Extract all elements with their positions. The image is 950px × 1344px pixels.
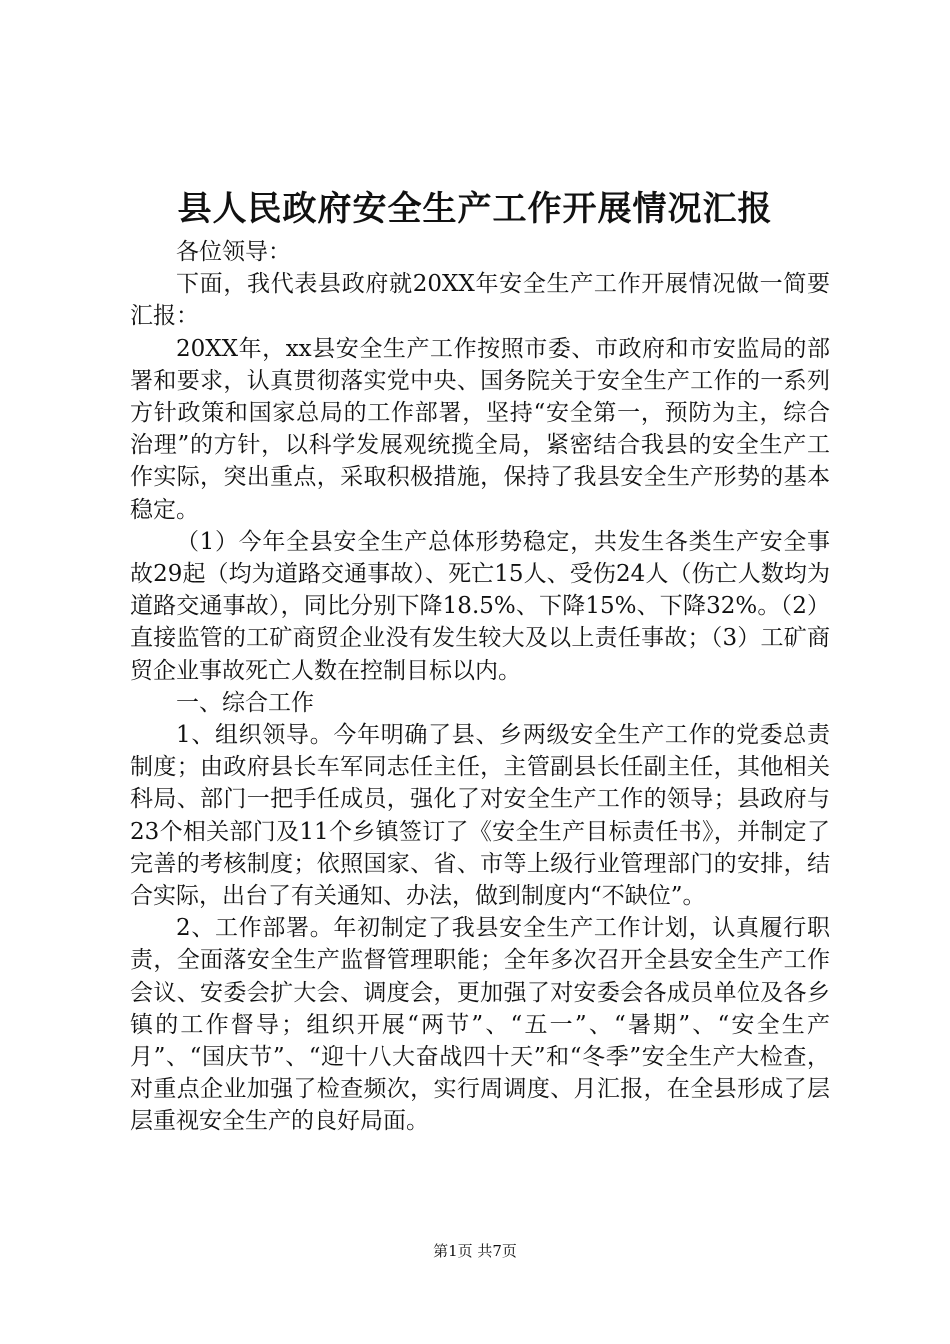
salutation-paragraph: 各位领导： [176, 239, 291, 265]
deployment-paragraph: 2、工作部署。年初制定了我县安全生产工作计划，认真履行职责，全面落安全生产监督管理职能；全年多次召开全县安全生产工作会议、安委会扩大会、调度会，更加强了对安委会各成员单位及各乡镇的工作督导；组织开展“两节”、“五一”、“暑期”、“安全生产月”、“国庆节”、“迎十八大奋战四十天”和“冬季”安全生产大检查，对重点企业加强了检查频次，实行周调度、月汇报，在全县形成了层层重视安全生产的良好局面。 [130, 915, 830, 1135]
document-body [130, 236, 830, 1138]
statistics-paragraph: （1）今年全县安全生产总体形势稳定，共发生各类生产安全事故29起（均为道路交通事故）、死亡15人、受伤24人（伤亡人数均为道路交通事故），同比分别下降18.5%、下降15%、下降32%。（2）直接监管的工矿商贸企业没有发生较大及以上责任事故；（3）工矿商贸企业事故死亡人数在控制目标以内。 [130, 528, 830, 684]
organization-paragraph: 1、组织领导。今年明确了县、乡两级安全生产工作的党委总责制度；由政府县长车军同志任主任，主管副县长任副主任，其他相关科局、部门一把手任成员，强化了对安全生产工作的领导；县政府与23个相关部门及11个乡镇签订了《安全生产目标责任书》，并制定了完善的考核制度；依照国家、省、市等上级行业管理部门的安排，结合实际，出台了有关通知、办法，做到制度内“不缺位”。 [130, 722, 830, 910]
page-number: 第1页 共7页 [433, 1242, 517, 1260]
overview-paragraph: 20XX年，xx县安全生产工作按照市委、市政府和市安监局的部署和要求，认真贯彻落实党中央、国务院关于安全生产工作的一系列方针政策和国家总局的工作部署，坚持“安全第一，预防为主，综合治理”的方针，以科学发展观统揽全局，紧密结合我县的安全生产工作实际，突出重点，采取积极措施，保持了我县安全生产形势的基本稳定。 [130, 335, 830, 523]
document-title: 县人民政府安全生产工作开展情况汇报 [177, 189, 773, 229]
section-heading: 一、综合工作 [176, 689, 314, 716]
intro-paragraph: 下面，我代表县政府就20XX年安全生产工作开展情况做一简要汇报： [130, 271, 830, 330]
